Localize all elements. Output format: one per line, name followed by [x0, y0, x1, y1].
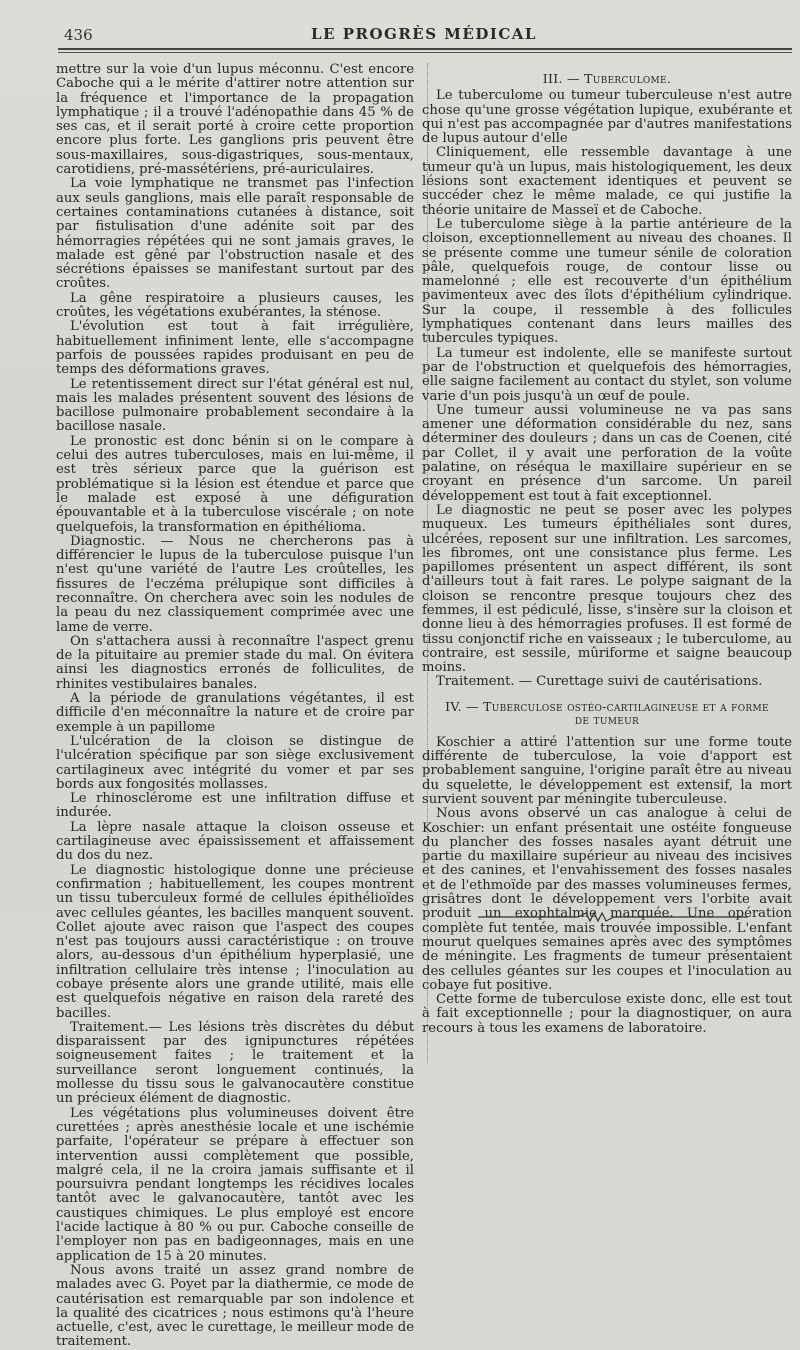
- paragraph: Les végétations plus volumineuses doivent être curettées ; après anesthésie locale et une ischémie parfaite, l'opérateur se prépare à effectuer son intervention aussi complètement que possible, malgré cela, il ne la croira jamais suffisante et il poursuivra pendant longtemps les récidives locales tantôt avec le galvanocautère, tantôt avec les caustiques chimiques. Le plus employé est encore l'acide lactique à 80 % ou pur. Caboche conseille de l'employer non pas en badigeonnages, mais en une application de 15 à 20 minutes.: [56, 1105, 414, 1264]
- section-title: [422, 700, 792, 726]
- paragraph: Le diagnostic ne peut se poser avec les polypes muqueux. Les tumeurs épithéliales sont dures, ulcérées, reposent sur une infiltration. Les sarcomes, les fibromes, ont une consistance plus ferme. Les papillomes présentent un aspect différent, ils sont d'ailleurs tout à fait rares. Le polype saignant de la cloison se rencontre presque toujours chez des femmes, il est pédiculé, lisse, s'insère sur la cloison et donne lieu à des hémorragies profuses. Il est formé de tissu conjonctif riche en vaisseaux ; le tuberculome, au contraire, est sessile, mûriforme et saigne beaucoup moins.: [422, 502, 792, 676]
- paragraph: Cliniquement, elle ressemble davantage à une tumeur qu'à un lupus, mais histologiquement, les deux lésions sont exactement identiques et peuvent se succéder chez le même malade, ce qui justifie la théorie unitaire de Masseï et de Caboche.: [422, 145, 792, 218]
- paragraph: Diagnostic. — Nous ne chercherons pas à différencier le lupus de la tuberculose puisque l'un n'est qu'une variété de l'autre Les croûtelles, les fissures de l'eczéma prélupique sont difficiles à reconnaître. On cherchera avec soin les nodules de la peau du nez classiquement comprimée avec une lame de verre.: [56, 533, 414, 635]
- paragraph: L'ulcération de la cloison se distingue de l'ulcération spécifique par son siège exclusivement cartilagineux avec intégrité du vomer et par ses bords aux fongosités mollasses.: [56, 733, 414, 792]
- journal-title: LE PROGRÈS MÉDICAL: [311, 25, 537, 43]
- paragraph: L'évolution est tout à fait irrégulière, habituellement infiniment lente, elle s'accompagne parfois de poussées rapides produisant en peu de temps des déformations graves.: [56, 319, 414, 378]
- paragraph: Le rhinosclérome est une infiltration diffuse et indurée.: [56, 791, 414, 821]
- paragraph: La gêne respiratoire a plusieurs causes, les croûtes, les végétations exubérantes, la sténose.: [56, 290, 414, 321]
- paragraph: Le tuberculome ou tumeur tuberculeuse n'est autre chose qu'une grosse végétation lupique, exubérante et qui n'est pas accompagnée par d'autres manifestations de lupus autour d'elle: [422, 88, 792, 147]
- page-number: 436: [64, 26, 93, 44]
- paragraph: Cette forme de tuberculose existe donc, elle est tout à fait exceptionnelle ; pour la diagnostiquer, on aura recours à tous les examens de laboratoire.: [422, 992, 792, 1036]
- paragraph: Traitement.— Les lésions très discrètes du début disparaissent par des ignipunctures répétées soigneusement faites ; le traitement et la surveillance seront longuement continués, la mollesse du tissu sous le galvanocautère constitue un précieux élément de diagnostic.: [56, 1019, 414, 1107]
- paragraph: Nous avons traité un assez grand nombre de malades avec G. Poyet par la diathermie, ce mode de cautérisation est remarquable par son indolence et la qualité des cicatrices ; nous estimons qu'à l'heure actuelle, c'est, avec le curettage, le meilleur mode de traitement.: [56, 1262, 414, 1350]
- header-rule-thin: [58, 52, 792, 53]
- paragraph: Koschier a attiré l'attention sur une forme toute différente de tuberculose, la voie d'apport est probablement sanguine, l'origine paraît être au niveau du squelette, le développement est extensif, la mort survient souvent par méningite tuberculeuse.: [422, 734, 792, 807]
- paragraph: La tumeur est indolente, elle se manifeste surtout par de l'obstruction et quelquefois des hémorragies, elle saigne facilement au contact du stylet, son volume varie d'un pois jusqu'à un œuf de poule.: [422, 345, 792, 404]
- section-title-line: IV. — Tuberculose ostéo-cartilagineuse et a forme: [445, 698, 769, 714]
- paragraph: La lèpre nasale attaque la cloison osseuse et cartilagineuse avec épaississement et affaissement du dos du nez.: [56, 819, 414, 864]
- right-column: [422, 72, 792, 1036]
- paragraph: Le pronostic est donc bénin si on le compare à celui des autres tuberculoses, mais en lui-même, il est très sérieux parce que la guérison est problématique si la lésion est étendue et parce que le malade est exposé à une défiguration épouvantable et à la tuberculose viscérale ; on note quelquefois, la transformation en épithélioma.: [56, 433, 414, 535]
- paragraph: Le retentissement direct sur l'état général est nul, mais les malades présentent souvent des lésions de bacillose pulmonaire probablement secondaire à la bacillose nasale.: [56, 376, 414, 435]
- paragraph: Nous avons observé un cas analogue à celui de Koschier: un enfant présentait une ostéite fongueuse du plancher des fosses nasales ayant détruit une partie du maxillaire supérieur au niveau des incisives et des canines, et l'envahissement des fosses nasales et de l'ethmoïde par des masses volumineuses fermes, grisâtres dont le développement vers l'orbite avait produit un exophtalmie marquée. Une opération complète fut tentée, mais trouvée impossible. L'enfant mourut quelques semaines après avec des symptômes de méningite. Les fragments de tumeur présentaient des cellules géantes sur les coupes et l'inoculation au cobaye fut positive.: [422, 806, 792, 993]
- header-rule: [58, 48, 792, 50]
- paragraph: La voie lymphatique ne transmet pas l'infection aux seuls ganglions, mais elle paraît responsable de certaines contaminations cutanées à distance, soit par fistulisation d'une adénite soit par des hémorragies répétées qui ne sont jamais graves, le malade est gêné par l'obstruction nasale et des sécrétions épaisses se manifestant surtout par des croûtes.: [56, 176, 414, 292]
- section-title-line: de tumeur: [574, 711, 640, 727]
- paragraph: mettre sur la voie d'un lupus méconnu. C'est encore Caboche qui a le mérite d'attirer notre attention sur la fréquence et l'importance de la propagation lymphatique ; il a trouvé l'adénopathie dans 45 % de ses cas, et il serait porté à croire cette proportion encore plus forte. Les ganglions pris peuvent être sous-maxillaires, sous-digastriques, sous-mentaux, carotidiens, pré-massétériens, pré-auriculaires.: [56, 62, 414, 178]
- left-column: [56, 63, 414, 1350]
- paragraph: Traitement. — Curettage suivi de cautérisations.: [436, 674, 763, 690]
- paragraph: Le diagnostic histologique donne une précieuse confirmation ; habituellement, les coupes montrent un tissu tuberculeux formé de cellules épithélioïdes avec cellules géantes, les bacilles manquent souvent. Collet ajoute avec raison que l'aspect des coupes n'est pas toujours aussi caractéristique : on trouve alors, au-dessous d'un épithélium hyperplasié, une infiltration cellulaire très intense ; l'inoculation au cobaye présente alors une grande utilité, mais elle est quelquefois négative en raison dela rareté des bacilles.: [56, 862, 414, 1021]
- paragraph: On s'attachera aussi à reconnaître l'aspect grenu de la pituitaire au premier stade du mal. On évitera ainsi les diagnostics erronés de folliculites, de rhinites vestibulaires banales.: [56, 633, 414, 692]
- end-ornament: [478, 910, 758, 924]
- page-header: [58, 24, 790, 46]
- paragraph: A la période de granulations végétantes, il est difficile d'en méconnaître la nature et de croire par exemple à un papillome: [56, 691, 414, 735]
- paragraph: Une tumeur aussi volumineuse ne va pas sans amener une déformation considérable du nez, sans déterminer des douleurs ; dans un cas de Coenen, cité par Collet, il y avait une perforation de la voûte palatine, on réséqua le maxillaire supérieur en se croyant en présence d'un sarcome. Un pareil développement est tout à fait exceptionnel.: [422, 402, 792, 504]
- section-title: III. — Tuberculome.: [542, 71, 672, 86]
- paragraph: Le tuberculome siège à la partie antérieure de la cloison, exceptionnellement au niveau des choanes. Il se présente comme une tumeur sénile de coloration pâle, quelquefois rouge, de contour lisse ou mamelonné ; elle est recouverte d'un épithélium pavimenteux avec des îlots d'épithélium cylindrique. Sur la coupe, il ressemble à des follicules lymphatiques contenant dans leurs mailles des tubercules typiques.: [422, 216, 792, 347]
